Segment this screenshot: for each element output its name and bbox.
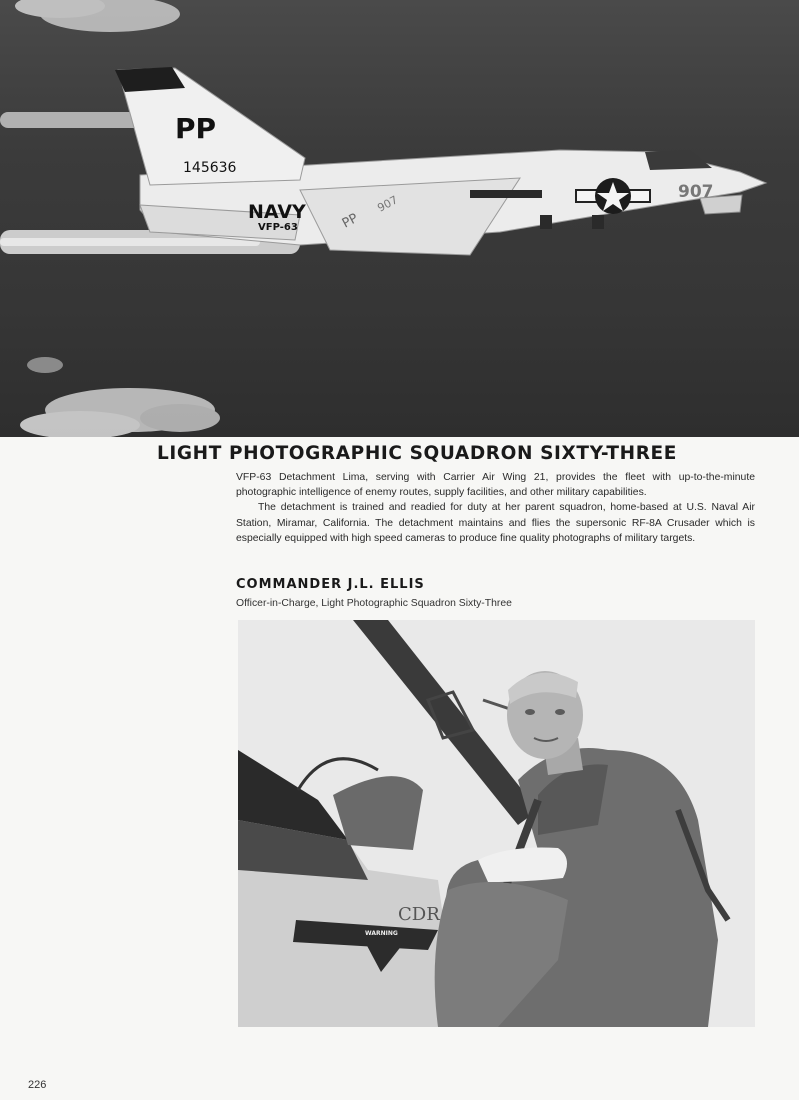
body-text — [236, 470, 755, 546]
name-stencil: CDR — [398, 904, 440, 925]
commander-photo — [238, 620, 755, 1027]
wing-code: PP — [339, 210, 361, 232]
unit-marking: VFP-63 — [258, 222, 298, 233]
commander-role: Officer-in-Charge, Light Photographic Squadron Sixty-Three — [236, 598, 512, 609]
paragraph-2: The detachment is trained and readied for duty at her parent squadron, home-based at U.S. Naval Air Station, Miramar, California. The detachment maintains and flies the supersonic RF-8A Crusader which is especially equipped with high speed cameras to produce fine quality photographs of military targets. — [236, 502, 755, 544]
service-marking: NAVY — [248, 201, 306, 223]
serial-number: 145636 — [183, 160, 237, 176]
commander-illustration — [238, 620, 755, 1027]
aircraft-illustration — [0, 0, 799, 437]
page-number: 226 — [28, 1079, 47, 1091]
commander-name: COMMANDER J.L. ELLIS — [236, 577, 425, 592]
paragraph-1: VFP-63 Detachment Lima, serving with Carrier Air Wing 21, provides the fleet with up-to-the-minute photographic intelligence of enemy routes, supply facilities, and other military capabilities. — [236, 472, 755, 499]
page-title: LIGHT PHOTOGRAPHIC SQUADRON SIXTY-THREE — [157, 443, 678, 464]
modex-number: 907 — [678, 182, 714, 202]
warning-label: WARNING — [365, 930, 398, 937]
tail-code: PP — [175, 112, 217, 145]
aircraft-photo — [0, 0, 799, 437]
wing-modex: 907 — [375, 193, 400, 215]
